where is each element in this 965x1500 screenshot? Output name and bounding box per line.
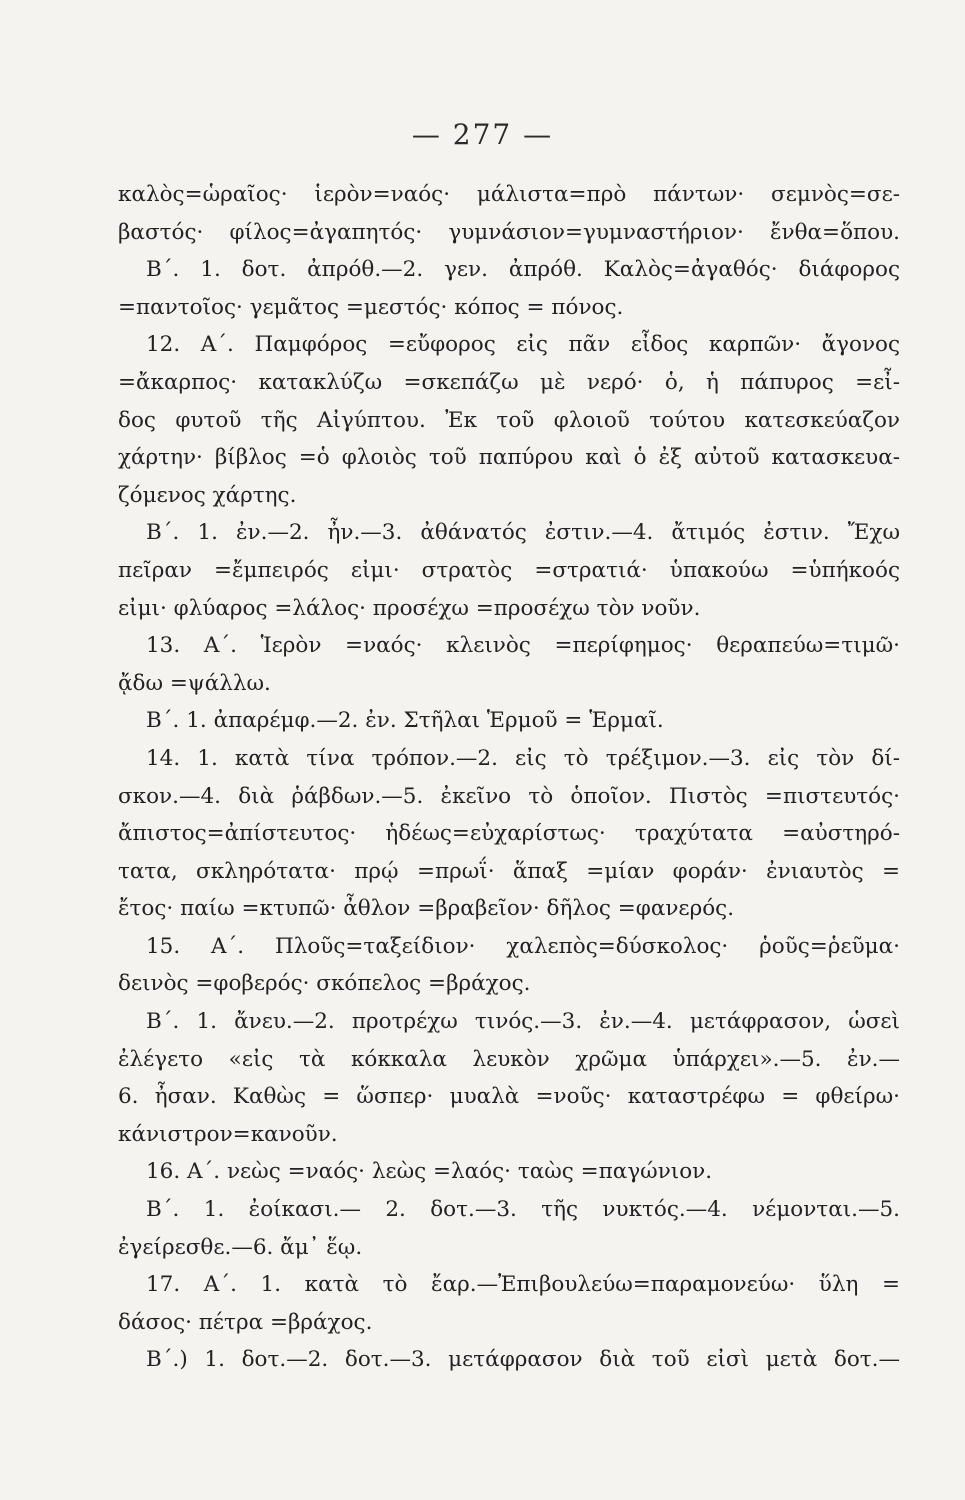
text-line: Β΄. 1. ἐν.—2. ἦν.—3. ἀθάνατός ἐστιν.—4. ἄτιμός ἐστιν. Ἔχω bbox=[146, 520, 900, 546]
text-line: καλὸς=ὡραῖος· ἱερὸν=ναός· μάλιστα=πρὸ πάντων· σεμνὸς=σε- bbox=[118, 182, 900, 207]
page-body bbox=[118, 176, 900, 1379]
text-line: =ἄκαρπος· κατακλύζω =σκεπάζω μὲ νερό· ὁ, ἡ πάπυρος =εἶ- bbox=[118, 369, 900, 395]
text-line: Β΄. 1. ἐοίκασι.— 2. δοτ.—3. τῆς νυκτός.—4. νέμονται.—5. bbox=[146, 1197, 900, 1223]
text-line: ζόμενος χάρτης. bbox=[118, 482, 297, 508]
text-line: ἄπιστος=ἀπίστευτος· ἡδέως=εὐχαρίστως· τραχύτατα =αὐστηρό- bbox=[118, 821, 900, 847]
text-line: σκον.—4. διὰ ῥάβδων.—5. ἐκεῖνο τὸ ὁποῖον. Πιστὸς =πιστευτός· bbox=[118, 783, 900, 809]
text-line: 14. 1. κατὰ τίνα τρόπον.—2. εἰς τὸ τρέξιμον.—3. εἰς τὸν δί- bbox=[146, 745, 900, 771]
text-line: 13. Α΄. Ἱερὸν =ναός· κλεινὸς =περίφημος· θεραπεύω=τιμῶ· bbox=[146, 633, 900, 659]
text-line: 16. Α΄. νεὼς =ναός· λεὼς =λαός· ταὼς =παγώνιον. bbox=[146, 1159, 713, 1185]
text-line: ᾄδω =ψάλλω. bbox=[118, 670, 271, 696]
text-line: Β΄. 1. ἄνευ.—2. προτρέχω τινός.—3. ἐν.—4. μετάφρασον, ὡσεὶ bbox=[146, 1009, 900, 1035]
text-line: ἔτος· παίω =κτυπῶ· ἆθλον =βραβεῖον· δῆλος =φανερός. bbox=[118, 896, 735, 922]
text-line: 12. Α΄. Παμφόρος =εὔφορος εἰς πᾶν εἶδος καρπῶν· ἄγονος bbox=[146, 332, 900, 358]
text-line: τατα, σκληρότατα· πρῴ =πρωΐ· ἅπαξ =μίαν φοράν· ἐνιαυτὸς = bbox=[118, 858, 900, 884]
text-line: Β΄. 1. δοτ. ἀπρόθ.—2. γεν. ἀπρόθ. Καλὸς=ἀγαθός· διάφορος bbox=[146, 257, 900, 283]
text-line: βαστός· φίλος=ἀγαπητός· γυμνάσιον=γυμναστήριον· ἔνθα=ὅπου. bbox=[118, 219, 900, 245]
text-line: =παντοῖος· γεμᾶτος =μεστός· κόπος = πόνος. bbox=[118, 294, 624, 320]
text-line: δος φυτοῦ τῆς Αἰγύπτου. Ἐκ τοῦ φλοιοῦ τούτου κατεσκεύαζον bbox=[118, 407, 900, 433]
text-line: 6. ἦσαν. Καθὼς = ὥσπερ· μυαλὰ =νοῦς· καταστρέφω = φθείρω· bbox=[118, 1084, 900, 1110]
page-number: — 277 — bbox=[411, 118, 554, 151]
text-line: 17. Α΄. 1. κατὰ τὸ ἔαρ.—Ἐπιβουλεύω=παραμονεύω· ὕλη = bbox=[146, 1272, 900, 1298]
text-line: πεῖραν =ἔμπειρός εἰμι· στρατὸς =στρατιά· ὑπακούω =ὑπήκοός bbox=[118, 557, 900, 583]
text-line: χάρτην· βίβλος =ὁ φλοιὸς τοῦ παπύρου καὶ ὁ ἐξ αὐτοῦ κατασκευα- bbox=[118, 445, 900, 471]
text-line: 15. Α΄. Πλοῦς=ταξείδιον· χαλεπὸς=δύσκολος· ῥοῦς=ῥεῦμα· bbox=[146, 933, 900, 959]
text-line: εἰμι· φλύαρος =λάλος· προσέχω =προσέχω τὸν νοῦν. bbox=[118, 595, 701, 621]
text-line: δάσος· πέτρα =βράχος. bbox=[118, 1309, 373, 1335]
text-line: ἐγείρεσθε.—6. ἄμ᾽ ἕῳ. bbox=[118, 1234, 363, 1260]
text-line: ἐλέγετο «εἰς τὰ κόκκαλα λευκὸν χρῶμα ὑπάρχει».—5. ἐν.— bbox=[118, 1046, 900, 1072]
text-line: κάνιστρον=κανοῦν. bbox=[118, 1121, 338, 1147]
text-line: Β΄. 1. ἀπαρέμφ.—2. ἐν. Στῆλαι Ἑρμοῦ = Ἑρμαῖ. bbox=[146, 708, 664, 734]
text-line: δεινὸς =φοβερός· σκόπελος =βράχος. bbox=[118, 971, 531, 997]
text-line: Β΄.) 1. δοτ.—2. δοτ.—3. μετάφρασον διὰ τοῦ εἰσὶ μετὰ δοτ.— bbox=[146, 1347, 900, 1373]
